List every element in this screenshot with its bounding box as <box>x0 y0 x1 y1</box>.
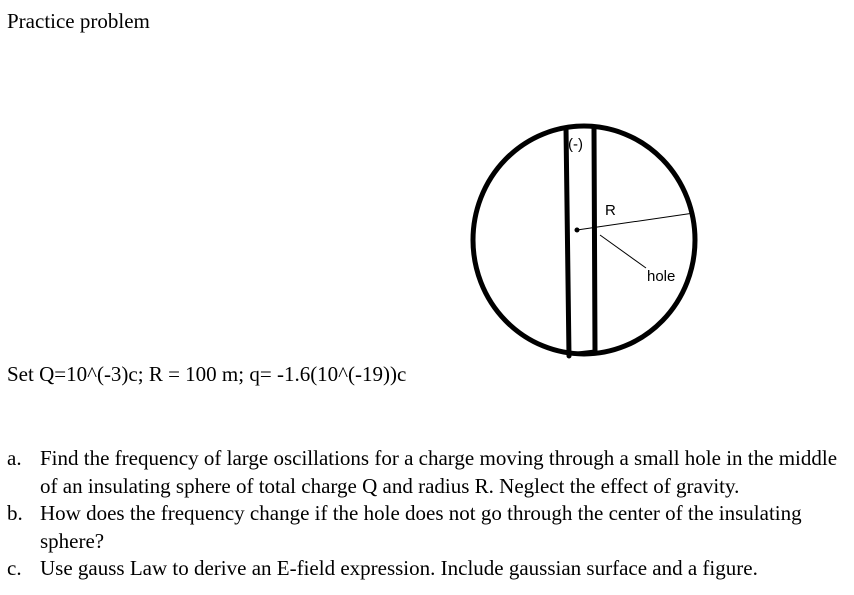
question-text: How does the frequency change if the hole does not go through the center of the insulating sphere? <box>40 501 802 553</box>
question-marker: b. <box>7 501 23 525</box>
question-item <box>0 555 854 583</box>
question-text: Find the frequency of large oscillations for a charge moving through a small hole in the middle of an insulating sphere of total charge Q and radius R. Neglect the effect of gravity. <box>40 446 838 498</box>
hole-wall-left <box>566 128 569 356</box>
question-item <box>0 445 854 500</box>
charge-label: (-) <box>568 136 583 153</box>
radius-label: R <box>605 202 616 219</box>
question-marker: c. <box>7 556 22 580</box>
question-text: Use gauss Law to derive an E-field expression. Include gaussian surface and a figure. <box>40 556 758 580</box>
question-item <box>0 500 854 555</box>
sphere-outline <box>473 126 695 354</box>
question-marker: a. <box>7 446 22 470</box>
hole-wall-right <box>594 128 595 352</box>
given-values: Set Q=10^(-3)c; R = 100 m; q= -1.6(10^(-19))c <box>7 362 407 386</box>
page-title: Practice problem <box>7 9 150 33</box>
hole-pointer-line <box>600 235 646 268</box>
hole-label: hole <box>647 268 676 285</box>
question-list <box>0 445 854 583</box>
